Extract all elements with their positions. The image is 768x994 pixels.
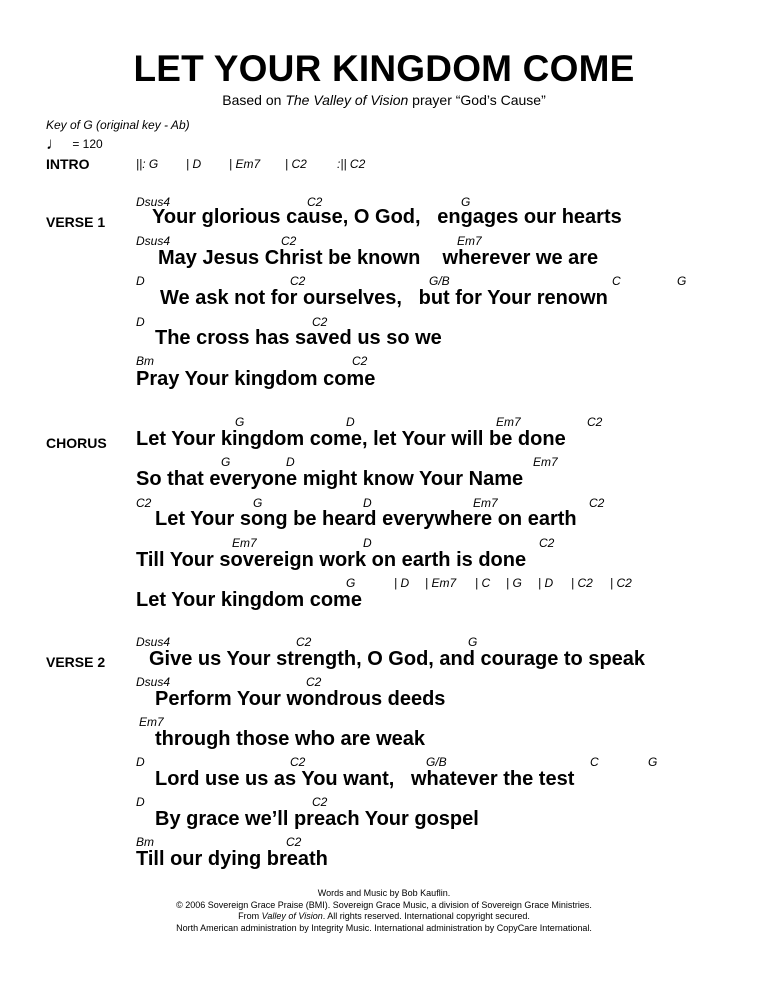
intro-bar: | D xyxy=(186,157,202,171)
lyric-line: Let Your kingdom come xyxy=(136,589,362,611)
chord: C xyxy=(590,755,599,769)
tempo-marking xyxy=(46,133,103,153)
chord: C2 xyxy=(290,274,306,288)
chord: | Em7 xyxy=(425,576,457,590)
chord: C2 xyxy=(312,795,328,809)
lyric-line: Pray Your kingdom come xyxy=(136,368,376,390)
lyric-line: Lord use us as You want, whatever the test xyxy=(155,768,575,790)
chord: C2 xyxy=(312,315,328,329)
chord: C2 xyxy=(290,755,306,769)
lyric-line: May Jesus Christ be known wherever we are xyxy=(158,247,599,269)
lyric-line: Till our dying breath xyxy=(136,848,328,870)
chord: G xyxy=(468,635,478,649)
chord: Em7 xyxy=(232,536,257,550)
chord: Em7 xyxy=(457,234,482,248)
song-key: Key of G (original key - Ab) xyxy=(46,118,190,132)
lyric-line: Till Your sovereign work on earth is done xyxy=(136,549,527,571)
lyric-line: We ask not for ourselves, but for Your renown xyxy=(160,287,608,309)
chord: Em7 xyxy=(139,715,164,729)
chord: C2 xyxy=(352,354,368,368)
lyric-line: Let Your song be heard everywhere on earth xyxy=(155,508,577,530)
footer-source-suffix: . All rights reserved. International copyright secured. xyxy=(322,911,530,921)
footer-credits: Words and Music by Bob Kauflin. xyxy=(317,888,451,898)
chord: D xyxy=(363,496,372,510)
tempo-value: = 120 xyxy=(72,137,103,151)
chord: Dsus4 xyxy=(136,635,171,649)
song-subtitle xyxy=(0,92,768,108)
footer-source-prefix: From xyxy=(238,911,262,921)
lyric-line: Give us Your strength, O God, and courage to speak xyxy=(149,648,646,670)
chord: C2 xyxy=(281,234,297,248)
copyright-footer xyxy=(0,888,768,934)
lyric-line: Perform Your wondrous deeds xyxy=(155,688,446,710)
chord: C2 xyxy=(539,536,555,550)
chord: Dsus4 xyxy=(136,234,171,248)
intro-bar: :|| C2 xyxy=(337,157,366,171)
chord: G/B xyxy=(426,755,447,769)
section-label-chorus: CHORUS xyxy=(46,435,107,451)
footer-copyright: © 2006 Sovereign Grace Praise (BMI). Sovereign Grace Music, a division of Sovereign Grace Ministries. xyxy=(176,899,592,910)
chord: G/B xyxy=(429,274,450,288)
subtitle-work: The Valley of Vision xyxy=(285,92,409,108)
chord: | G xyxy=(506,576,522,590)
chord: Em7 xyxy=(496,415,521,429)
song-title: LET YOUR KINGDOM COME xyxy=(133,48,635,89)
chord: Dsus4 xyxy=(136,675,171,689)
chord: C2 xyxy=(136,496,152,510)
chord: G xyxy=(221,455,231,469)
chord: D xyxy=(136,795,145,809)
chord: D xyxy=(363,536,372,550)
chord: Em7 xyxy=(473,496,498,510)
section-label-verse-1: VERSE 1 xyxy=(46,214,106,230)
chord: Bm xyxy=(136,354,154,368)
intro-bar: ||: G xyxy=(136,157,159,171)
lyric-line: Let Your kingdom come, let Your will be done xyxy=(136,428,566,450)
lyric-line: Your glorious cause, O God, engages our hearts xyxy=(152,206,622,228)
chord: D xyxy=(136,755,145,769)
lyric-line: The cross has saved us so we xyxy=(155,327,442,349)
chord: | C2 xyxy=(571,576,593,590)
chord: D xyxy=(286,455,295,469)
chord: D xyxy=(136,315,145,329)
subtitle-prefix: Based on xyxy=(222,92,286,108)
chord: Dsus4 xyxy=(136,195,171,209)
lyric-line: So that everyone might know Your Name xyxy=(136,468,524,490)
chord: G xyxy=(677,274,687,288)
chord: | C2 xyxy=(610,576,632,590)
chord: C2 xyxy=(589,496,605,510)
lyric-line: through those who are weak xyxy=(155,728,426,750)
chord: C2 xyxy=(306,675,322,689)
chord: C2 xyxy=(286,835,302,849)
chord: | D xyxy=(394,576,410,590)
footer-administration: North American administration by Integrity Music. International administration by CopyCare International. xyxy=(176,922,592,933)
chord: D xyxy=(346,415,355,429)
footer-source-work: Valley of Vision xyxy=(261,911,323,921)
chord: C xyxy=(612,274,621,288)
lyric-line: By grace we’ll preach Your gospel xyxy=(155,808,479,830)
chord: G xyxy=(648,755,658,769)
chord: C2 xyxy=(307,195,323,209)
subtitle-suffix: prayer “God’s Cause” xyxy=(408,92,546,108)
chord: | D xyxy=(538,576,554,590)
chord: Em7 xyxy=(533,455,558,469)
chord: Bm xyxy=(136,835,154,849)
intro-bar: | Em7 xyxy=(229,157,261,171)
section-label-intro: INTRO xyxy=(46,156,90,172)
chord: G xyxy=(235,415,245,429)
chord: D xyxy=(136,274,145,288)
footer-source xyxy=(0,911,768,923)
chord: G xyxy=(461,195,471,209)
section-label-verse-2: VERSE 2 xyxy=(46,654,106,670)
chord: | C xyxy=(475,576,491,590)
quarter-note-icon: ♩ xyxy=(46,134,63,153)
chord: C2 xyxy=(587,415,603,429)
chord: G xyxy=(253,496,263,510)
intro-bar: | C2 xyxy=(285,157,307,171)
chord: G xyxy=(346,576,356,590)
chord: C2 xyxy=(296,635,312,649)
